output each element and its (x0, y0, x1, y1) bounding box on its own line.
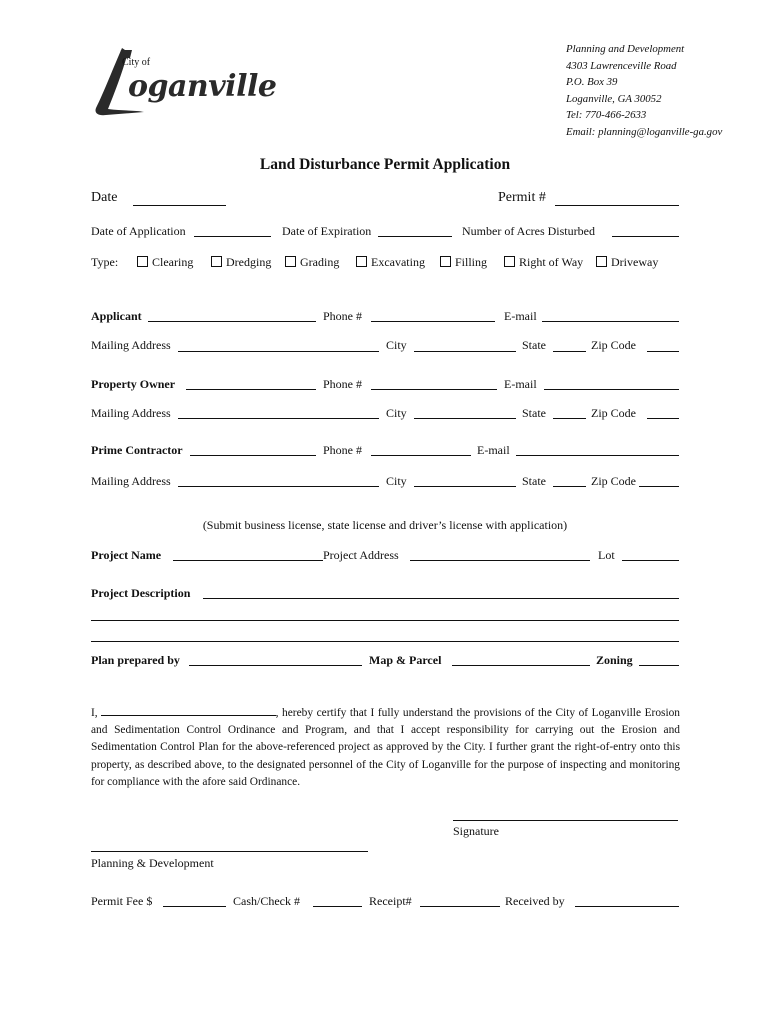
signature-line[interactable] (453, 820, 678, 821)
certify-prefix: I, (91, 707, 98, 719)
address-street: 4303 Lawrenceville Road (566, 59, 677, 72)
address-tel: Tel: 770-466-2633 (566, 109, 647, 121)
applicant-label: Applicant (91, 309, 142, 323)
mailing-address-field[interactable] (178, 351, 379, 352)
project-address-field[interactable] (410, 560, 590, 561)
applicant-phone-field[interactable] (371, 321, 495, 322)
project-name-field[interactable] (173, 560, 323, 561)
zip-label: Zip Code (591, 406, 636, 420)
state-field[interactable] (553, 486, 586, 487)
zip-field[interactable] (639, 486, 679, 487)
cash-check-field[interactable] (313, 906, 362, 907)
certify-body: Erosion and Sedimentation Control Ordinance and Program, and that I accept responsibility for carrying out the Erosion and Sedimentation Control Plan for the above-referenced project as approved by the City. I further grant the right-of-entry onto this property, as described above, to the designated personnel of the City of Loganville for the purpose of inspecting and monitoring for compliance with the afore said Ordinance. (91, 707, 680, 788)
permit-field[interactable] (555, 205, 679, 206)
address-email: Email: planning@loganville-ga.gov (566, 125, 723, 138)
zoning-label: Zoning (596, 653, 633, 667)
logo-name: oganville (128, 69, 277, 104)
city-field[interactable] (414, 418, 516, 419)
city-field[interactable] (414, 486, 516, 487)
project-name-label: Project Name (91, 548, 162, 562)
mailing-address-field[interactable] (178, 486, 379, 487)
acres-label: Number of Acres Disturbed (462, 224, 595, 238)
state-label: State (522, 474, 546, 488)
address-dept: Planning and Development (566, 43, 685, 55)
date-of-application-field[interactable] (194, 236, 271, 237)
state-label: State (522, 406, 546, 420)
zip-field[interactable] (647, 351, 679, 352)
project-address-label: Project Address (323, 548, 399, 562)
signature-label: Signature (453, 824, 499, 838)
city-label: City (386, 406, 407, 420)
contractor-email-label: E-mail (477, 443, 510, 457)
permit-fee-field[interactable] (163, 906, 226, 907)
state-field[interactable] (553, 418, 586, 419)
state-field[interactable] (553, 351, 586, 352)
date-of-application-label: Date of Application (91, 224, 186, 238)
date-of-expiration-label: Date of Expiration (282, 224, 372, 238)
map-parcel-field[interactable] (452, 665, 590, 666)
project-description-line-2[interactable] (91, 620, 679, 621)
checkbox[interactable] (137, 256, 148, 267)
plan-prepared-by-field[interactable] (189, 665, 362, 666)
contractor-phone-field[interactable] (371, 455, 471, 456)
owner-email-label: E-mail (504, 377, 537, 391)
date-of-expiration-field[interactable] (378, 236, 452, 237)
project-description-label: Project Description (91, 586, 191, 600)
applicant-field[interactable] (148, 321, 316, 322)
property-owner-label: Property Owner (91, 377, 176, 391)
owner-phone-field[interactable] (371, 389, 497, 390)
project-description-field[interactable] (203, 598, 679, 599)
type-option-driveway[interactable]: Driveway (596, 255, 658, 270)
type-option-grading[interactable]: Grading (285, 255, 339, 270)
prime-contractor-field[interactable] (190, 455, 316, 456)
type-label: Type: (91, 255, 119, 269)
type-option-excavating[interactable]: Excavating (356, 255, 425, 270)
receipt-field[interactable] (420, 906, 500, 907)
receipt-label: Receipt# (369, 894, 412, 908)
acres-field[interactable] (612, 236, 679, 237)
certify-first-line: , hereby certify that I fully understand the provisions of the City of Loganville (275, 707, 641, 719)
contractor-email-field[interactable] (516, 455, 679, 456)
checkbox[interactable] (356, 256, 367, 267)
address-block (566, 41, 722, 140)
planning-development-label: Planning & Development (91, 856, 214, 870)
lot-field[interactable] (622, 560, 679, 561)
zoning-field[interactable] (639, 665, 679, 666)
type-option-clearing[interactable]: Clearing (137, 255, 193, 270)
mailing-address-label: Mailing Address (91, 474, 171, 488)
prime-contractor-label: Prime Contractor (91, 443, 183, 457)
map-parcel-label: Map & Parcel (369, 653, 442, 667)
permit-label: Permit # (498, 190, 546, 205)
cash-check-label: Cash/Check # (233, 894, 300, 908)
applicant-email-label: E-mail (504, 309, 537, 323)
submit-note: (Submit business license, state license and driver’s license with application) (202, 518, 568, 532)
planning-signature-line[interactable] (91, 851, 368, 852)
checkbox[interactable] (211, 256, 222, 267)
mailing-address-label: Mailing Address (91, 338, 171, 352)
owner-email-field[interactable] (544, 389, 679, 390)
contractor-phone-label: Phone # (323, 443, 362, 457)
city-label: City (386, 338, 407, 352)
certify-name-field[interactable] (101, 704, 276, 716)
lot-label: Lot (598, 548, 615, 562)
city-label: City (386, 474, 407, 488)
applicant-phone-label: Phone # (323, 309, 362, 323)
checkbox[interactable] (440, 256, 451, 267)
applicant-email-field[interactable] (542, 321, 679, 322)
zip-label: Zip Code (591, 338, 636, 352)
certification-paragraph (91, 704, 680, 791)
received-by-label: Received by (505, 894, 565, 908)
mailing-address-field[interactable] (178, 418, 379, 419)
mailing-address-label: Mailing Address (91, 406, 171, 420)
plan-prepared-by-label: Plan prepared by (91, 653, 180, 667)
address-po-box: P.O. Box 39 (566, 76, 618, 88)
zip-field[interactable] (647, 418, 679, 419)
city-logo (92, 46, 277, 122)
date-label: Date (91, 190, 118, 205)
checkbox[interactable] (285, 256, 296, 267)
received-by-field[interactable] (575, 906, 679, 907)
address-city-line: Loganville, GA 30052 (566, 92, 662, 105)
zip-label: Zip Code (591, 474, 636, 488)
city-field[interactable] (414, 351, 516, 352)
state-label: State (522, 338, 546, 352)
checkbox[interactable] (596, 256, 607, 267)
owner-phone-label: Phone # (323, 377, 362, 391)
page-title: Land Disturbance Permit Application (259, 156, 511, 173)
type-option-filling[interactable]: Filling (440, 255, 487, 270)
checkbox[interactable] (504, 256, 515, 267)
project-description-line-3[interactable] (91, 641, 679, 642)
type-option-right-of-way[interactable]: Right of Way (504, 255, 583, 270)
type-option-dredging[interactable]: Dredging (211, 255, 271, 270)
property-owner-field[interactable] (186, 389, 316, 390)
permit-fee-label: Permit Fee $ (91, 894, 153, 908)
logo-city-of: City of (122, 57, 151, 68)
date-field[interactable] (133, 205, 226, 206)
